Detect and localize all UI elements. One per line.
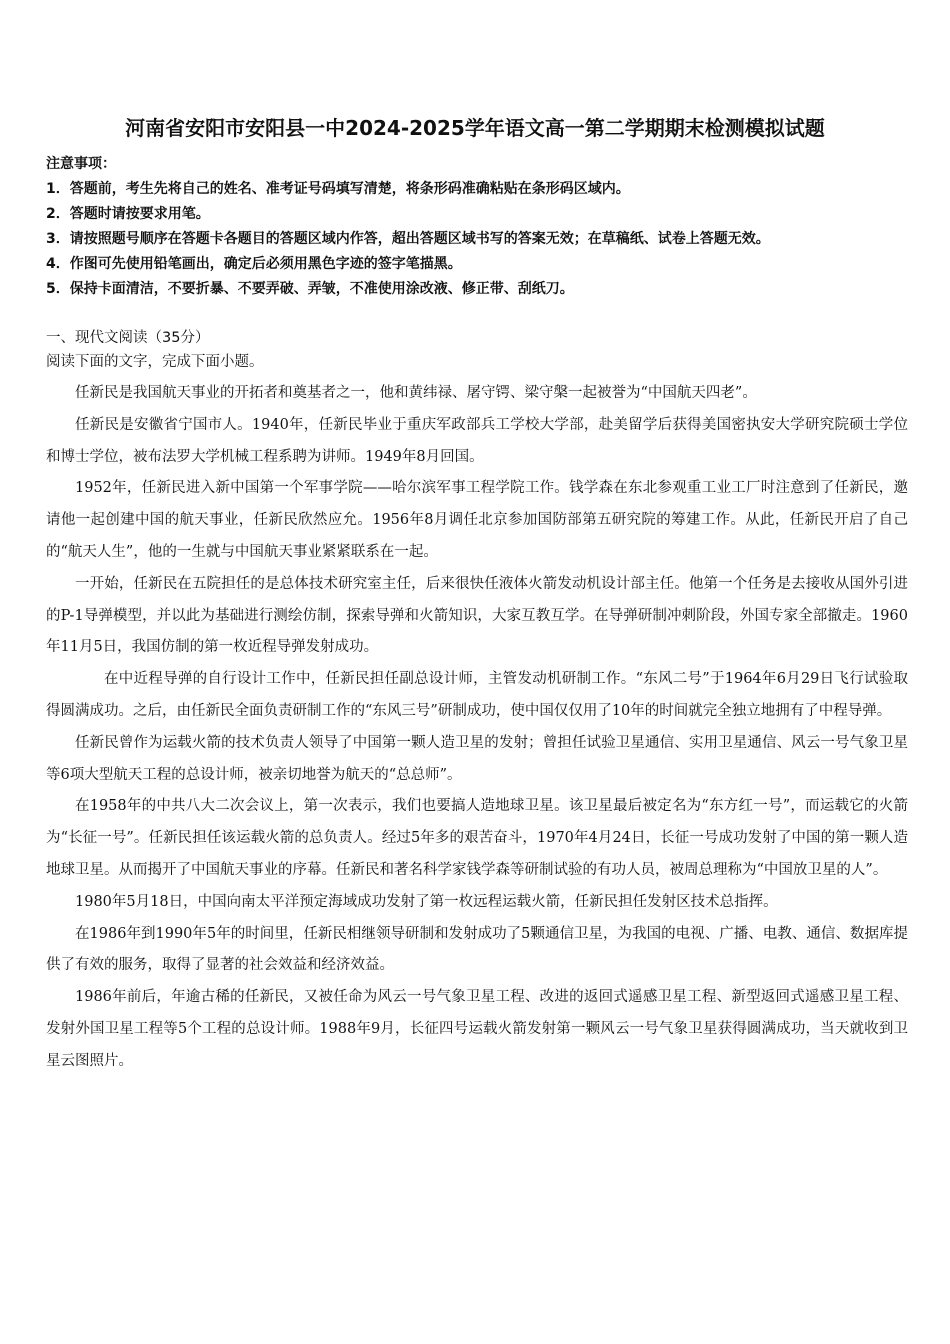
notice-block <box>46 152 916 302</box>
reading-passage <box>46 378 908 1078</box>
notice-item: 2．答题时请按要求用笔。 <box>46 206 210 222</box>
notice-item: 4．作图可先使用铅笔画出，确定后必须用黑色字迹的签字笔描黑。 <box>46 256 462 272</box>
passage-paragraph: 在1986年到1990年5年的时间里，任新民相继领导研制和发射成功了5颗通信卫星，为我国的电视、广播、电教、通信、数据库提供了有效的服务，取得了显著的社会效益和经济效益。 <box>46 925 908 974</box>
notice-item: 5．保持卡面清洁，不要折暴、不要弄破、弄皱，不准使用涂改液、修正带、刮纸刀。 <box>46 281 574 297</box>
passage-paragraph: 在1958年的中共八大二次会议上，第一次表示，我们也要搞人造地球卫星。该卫星最后被定名为“东方红一号”，而运载它的火箭为“长征一号”。任新民担任该运载火箭的总负责人。经过5年多的艰苦奋斗，1970年4月24日，长征一号成功发射了中国的第一颗人造地球卫星。从而揭开了中国航天事业的序幕。任新民和著名科学家钱学森等研制试验的有功人员，被周总理称为“中国放卫星的人”。 <box>46 798 908 878</box>
passage-paragraph: 任新民曾作为运载火箭的技术负责人领导了中国第一颗人造卫星的发射；曾担任试验卫星通信、实用卫星通信、风云一号气象卫星等6项大型航天工程的总设计师，被亲切地誉为航天的“总总师”。 <box>46 734 908 783</box>
passage-paragraph: 任新民是安徽省宁国市人。1940年，任新民毕业于重庆军政部兵工学校大学部，赴美留学后获得美国密执安大学研究院硕士学位和博士学位，被布法罗大学机械工程系聘为讲师。1949年8月回国。 <box>46 416 908 465</box>
page-title: 河南省安阳市安阳县一中2024-2025学年语文高一第二学期期末检测模拟试题 <box>125 116 825 140</box>
passage-paragraph: 一开始，任新民在五院担任的是总体技术研究室主任，后来很快任液体火箭发动机设计部主任。他第一个任务是去接收从国外引进的P-1导弹模型，并以此为基础进行测绘仿制，探索导弹和火箭知识，大家互教互学。在导弹研制冲刺阶段，外国专家全部撤走。1960年11月5日，我国仿制的第一枚近程导弹发射成功。 <box>46 575 908 656</box>
passage-paragraph: 任新民是我国航天事业的开拓者和奠基者之一，他和黄纬禄、屠守锷、梁守槃一起被誉为“中国航天四老”。 <box>75 385 757 401</box>
passage-paragraph: 1986年前后，年逾古稀的任新民，又被任命为风云一号气象卫星工程、改进的返回式遥感卫星工程、新型返回式遥感卫星工程、发射外国卫星工程等5个工程的总设计师。1988年9月，长征四号运载火箭发射第一颗风云一号气象卫星获得圆满成功，当天就收到卫星云图照片。 <box>46 989 908 1069</box>
notice-item: 1．答题前，考生先将自己的姓名、准考证号码填写清楚，将条形码准确粘贴在条形码区域内。 <box>46 181 630 197</box>
section-instruction: 阅读下面的文字，完成下面小题。 <box>46 354 264 370</box>
passage-paragraph: 1980年5月18日，中国向南太平洋预定海域成功发射了第一枚远程运载火箭，任新民担任发射区技术总指挥。 <box>75 893 778 910</box>
section-heading: 一、现代文阅读（35分） <box>46 330 210 346</box>
passage-paragraph: 在中近程导弹的自行设计工作中，任新民担任副总设计师，主管发动机研制工作。“东风二号”于1964年6月29日飞行试验取得圆满成功。之后，由任新民全面负责研制工作的“东风三号”研制成功，使中国仅仅用了10年的时间就完全独立地拥有了中程导弹。 <box>46 671 908 719</box>
section-header <box>46 326 916 374</box>
notice-heading: 注意事项： <box>46 156 116 172</box>
passage-paragraph: 1952年，任新民进入新中国第一个军事学院——哈尔滨军事工程学院工作。钱学森在东北参观重工业工厂时注意到了任新民，邀请他一起创建中国的航天事业，任新民欣然应允。1956年8月调任北京参加国防部第五研究院的筹建工作。从此，任新民开启了自己的“航天人生”，他的一生就与中国航天事业紧紧联系在一起。 <box>46 480 908 560</box>
notice-item: 3．请按照题号顺序在答题卡各题目的答题区域内作答，超出答题区域书写的答案无效；在草稿纸、试卷上答题无效。 <box>46 231 770 247</box>
